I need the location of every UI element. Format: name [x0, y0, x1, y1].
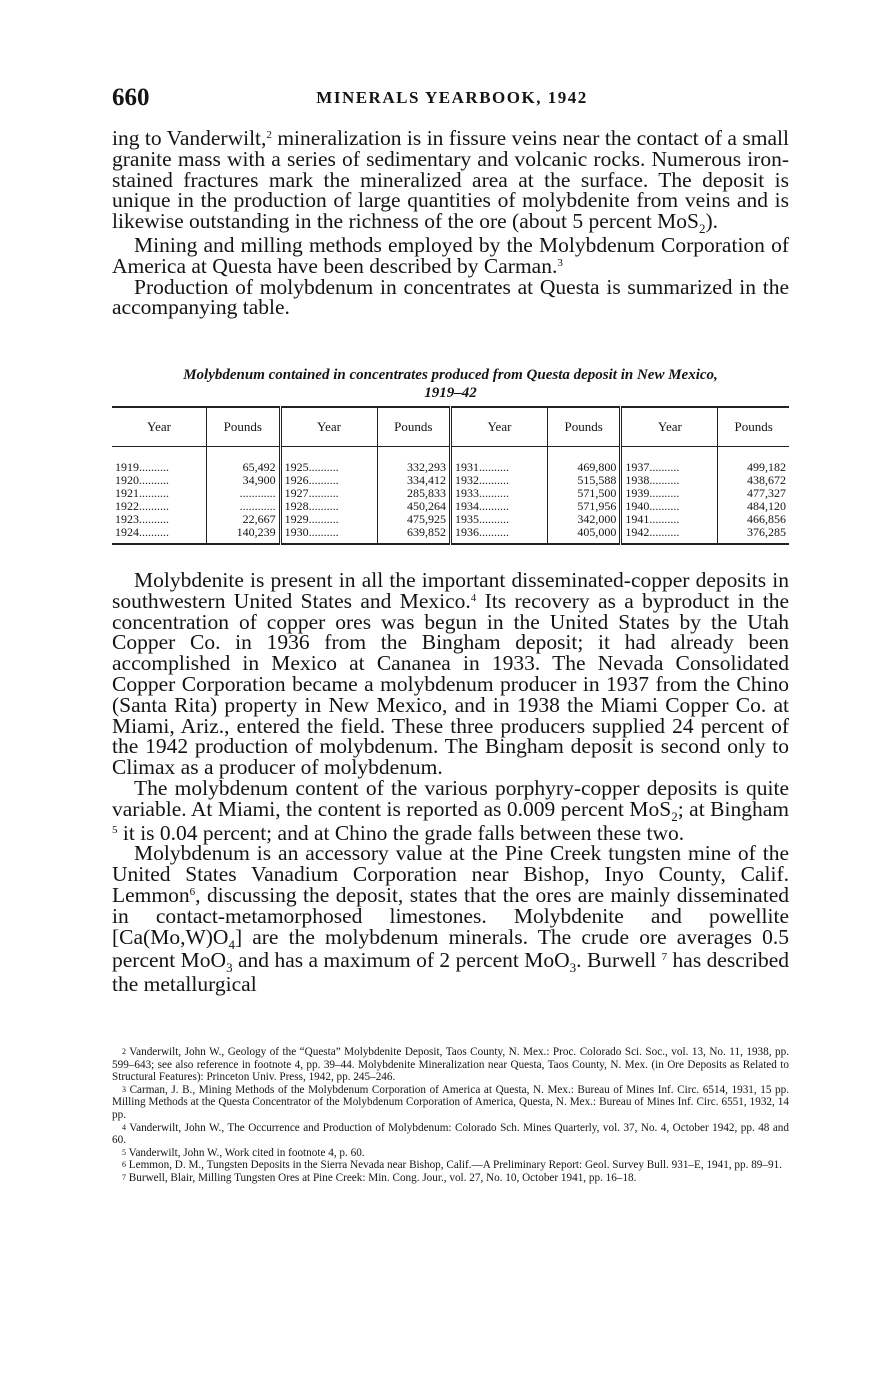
- footnote: $^3$ Carman, J. B., Mining Methods of the Molybdenum Corporation of America at Questa, N. Mex.: Bureau of Mines Inf. Circ. 6514, 1931, 15 pp. Milling Methods at the Questa Concentrator of the Molybdenum Corporation of America, Questa, N. Mex.: Bureau of Mines Inf. Circ. 6551, 1932, 14 pp.: [112, 1083, 789, 1121]
- cell-pounds: 571,956: [547, 500, 620, 513]
- cell-pounds: 639,852: [377, 526, 450, 544]
- cell-year: 1926..........: [280, 474, 377, 487]
- body-text-bottom: [112, 570, 789, 995]
- cell-year: 1940..........: [621, 500, 718, 513]
- paragraph: Molybdenite is present in all the important disseminated-copper deposits in southwestern United States and Mexico.$^4$ Its recovery as a byproduct in the concentration of copper ores was begun in the United States by the Utah Copper Co. in 1936 from the Bingham deposit; it had already been accomplished in Mexico at Cananea in 1933. The Nevada Consolidated Copper Corporation became a molybdenum producer in 1937 from the Chino (Santa Rita) property in New Mexico, and in 1938 the Miami Copper Co. at Miami, Ariz., entered the field. These three producers supplied 24 percent of the 1942 production of molybdenum. The Bingham deposit is second only to Climax as a producer of molybdenum.: [112, 568, 789, 780]
- cell-pounds: 475,925: [377, 513, 450, 526]
- col-pounds: Pounds: [377, 407, 450, 447]
- table-row: [112, 526, 789, 544]
- footnote-ref[interactable]: 7: [661, 951, 668, 964]
- cell-pounds: 334,412: [377, 474, 450, 487]
- table-row: [112, 474, 789, 487]
- col-pounds: Pounds: [547, 407, 620, 447]
- cell-year: 1921..........: [112, 487, 207, 500]
- footnote-ref[interactable]: 2: [266, 129, 272, 141]
- cell-year: 1938..........: [621, 474, 718, 487]
- cell-pounds: 450,264: [377, 500, 450, 513]
- production-table: [112, 406, 789, 545]
- footnote: $^2$ Vanderwilt, John W., Geology of the “Questa” Molybdenite Deposit, Taos County, N. Mex.: Proc. Colorado Sci. Soc., vol. 13, No. 11, 1938, pp. 599–643; see also reference in footnote 4, pp. 39–44. Molybdenite Mineralization near Questa, Taos County, N. Mex. (in Ore Deposits as Related to Structural Features): Princeton Univ. Press, 1942, pp. 245–246.: [112, 1046, 789, 1084]
- col-pounds: Pounds: [718, 407, 789, 447]
- col-year: Year: [450, 407, 547, 447]
- cell-pounds: 477,327: [747, 486, 786, 500]
- cell-pounds: 499,182: [747, 460, 786, 474]
- cell-pounds: 376,285: [718, 526, 789, 544]
- cell-year: 1937..........: [621, 447, 718, 475]
- col-year: Year: [621, 407, 718, 447]
- col-year: Year: [280, 407, 377, 447]
- running-head: [112, 84, 792, 114]
- cell-pounds: 332,293: [377, 447, 450, 475]
- cell-pounds: 438,672: [747, 473, 786, 487]
- cell-pounds: 515,588: [547, 474, 620, 487]
- cell-pounds: 285,833: [377, 487, 450, 500]
- cell-pounds: 405,000: [547, 526, 620, 544]
- paragraph: ing to Vanderwilt,$^2$ mineralization is in fissure veins near the contact of a small granite mass with a series of sedimentary and volcanic rocks. Numerous iron-stained fractures mark the mineralized area at the surface. The deposit is unique in the production of large quantities of molybdenite from veins and is likewise outstanding in the richness of the ore (about 5 percent MoS$_2$).: [112, 126, 789, 237]
- cell-year: 1942..........: [621, 526, 718, 544]
- cell-year: 1930..........: [280, 526, 377, 544]
- footnote-ref[interactable]: 5: [112, 823, 118, 836]
- cell-pounds: ............: [207, 487, 280, 500]
- footnote-ref[interactable]: 6: [189, 885, 196, 898]
- page-number: 660: [112, 84, 150, 111]
- table-row: [112, 447, 789, 475]
- footnote: $^4$ Vanderwilt, John W., The Occurrence and Production of Molybdenum: Colorado Sch. Mines Quarterly, vol. 37, No. 4, October 1942, pp. 48 and 60.: [112, 1121, 789, 1147]
- table-row: [112, 500, 789, 513]
- cell-year: 1941..........: [621, 513, 718, 526]
- cell-pounds: 466,856: [747, 512, 786, 526]
- cell-pounds: 484,120: [747, 499, 786, 513]
- footnote-ref[interactable]: 3: [557, 256, 563, 269]
- cell-year: 1934..........: [450, 500, 547, 513]
- table-row: [112, 513, 789, 526]
- cell-year: 1931..........: [450, 447, 547, 475]
- footnote: $^7$ Burwell, Blair, Milling Tungsten Ores at Pine Creek: Min. Cong. Jour., vol. 27, No. 10, October 1941, pp. 16–18.: [122, 1171, 637, 1184]
- cell-year: 1922..........: [112, 500, 207, 513]
- cell-year: 1936..........: [450, 526, 547, 544]
- paragraph: Mining and milling methods employed by the Molybdenum Corporation of America at Questa have been described by Carman.$^3$: [112, 232, 789, 278]
- cell-year: 1920..........: [112, 474, 207, 487]
- cell-pounds: 22,667: [207, 513, 280, 526]
- table-caption: Molybdenum contained in concentrates produced from Questa deposit in New Mexico, 1919–42: [183, 367, 718, 401]
- footnote: $^5$ Vanderwilt, John W., Work cited in footnote 4, p. 60.: [122, 1146, 365, 1159]
- cell-year: 1939..........: [621, 487, 718, 500]
- col-year: Year: [112, 407, 207, 447]
- paragraph: Molybdenum is an accessory value at the Pine Creek tungsten mine of the United States Vanadium Corporation near Bishop, Inyo County, Calif. Lemmon$^6$, discussing the deposit, states that the ores are mainly disseminated in contact-metamorphosed limestones. Molybdenite and powellite $[Ca(Mo,W)O_4]$ are the molybdenum minerals. The crude ore averages 0.5 percent MoO$_3$ and has a maximum of 2 percent MoO$_3$. Burwell $^7$ has described the metallurgical: [112, 841, 790, 997]
- footnotes: [112, 1046, 789, 1185]
- footnote-ref[interactable]: 4: [470, 591, 477, 604]
- cell-pounds: 65,492: [207, 447, 280, 475]
- cell-year: 1925..........: [280, 447, 377, 475]
- cell-pounds: 469,800: [547, 447, 620, 475]
- table-header-row: [112, 407, 789, 447]
- cell-year: 1933..........: [450, 487, 547, 500]
- cell-pounds: 34,900: [207, 474, 280, 487]
- cell-year: 1932..........: [450, 474, 547, 487]
- paragraph: Production of molybdenum in concentrates at Questa is summarized in the accompanying table.: [112, 274, 789, 320]
- cell-year: 1935..........: [450, 513, 547, 526]
- table-row: [112, 487, 789, 500]
- cell-year: 1924..........: [112, 526, 207, 544]
- cell-year: 1929..........: [280, 513, 377, 526]
- running-title: MINERALS YEARBOOK, 1942: [316, 88, 588, 107]
- cell-year: 1928..........: [280, 500, 377, 513]
- cell-pounds: 140,239: [207, 526, 280, 544]
- cell-pounds: ............: [207, 500, 280, 513]
- footnote: $^6$ Lemmon, D. M., Tungsten Deposits in the Sierra Nevada near Bishop, Calif.—A Preliminary Report: Geol. Survey Bull. 931–E, 1941, pp. 89–91.: [122, 1159, 782, 1172]
- body-text-top: [112, 128, 789, 318]
- cell-pounds: 342,000: [547, 513, 620, 526]
- col-pounds: Pounds: [207, 407, 280, 447]
- cell-year: 1927..........: [280, 487, 377, 500]
- cell-year: 1923..........: [112, 513, 207, 526]
- cell-year: 1919..........: [112, 447, 207, 475]
- paragraph: The molybdenum content of the various porphyry-copper deposits is quite variable. At Miami, the content is reported as 0.009 percent MoS$_2$; at Bingham $^5$ it is 0.04 percent; and at Chino the grade falls between these two.: [112, 775, 789, 845]
- cell-pounds: 571,500: [547, 487, 620, 500]
